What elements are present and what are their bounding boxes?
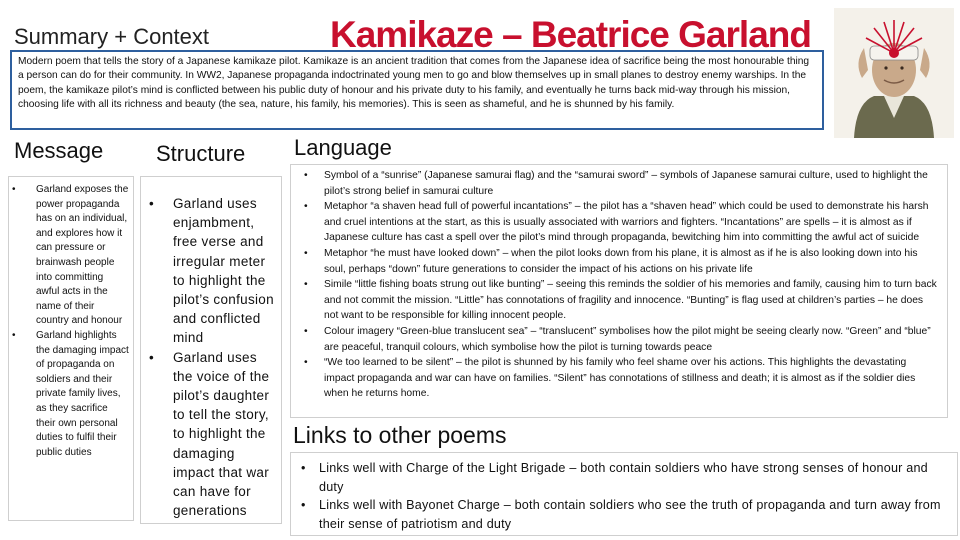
links-list (291, 459, 955, 533)
language-item: • Metaphor “he must have looked down” – when the pilot looks down from his plane, it is almost as if he is also looking down into his soul, perhaps “down” future generations to consider the impact of his actions on his private life (304, 247, 918, 275)
language-item: • Metaphor “a shaven head full of powerful incantations” – the pilot has a “shaven head” which could be used to demonstrate his harsh and cruel intentions at the start, as this is usually associated with warriors and fighters. “Incantations” are spells – it is almost as if Japanese culture has cast a spell over the pilot’s mind through propaganda, bewitching him into committing the awful act of suicide (304, 201, 929, 244)
bullet: • (301, 461, 306, 475)
bullet: • (304, 357, 308, 369)
bullet: • (301, 498, 306, 513)
structure-heading: Structure (156, 141, 246, 166)
bullet: • (304, 325, 308, 337)
message-item: • Garland exposes the power propaganda has on an individual, and explores how it can pressure or brainwash people into committing awful acts in the name of their country and honour (12, 184, 129, 327)
structure-box (140, 176, 282, 524)
language-item: • Symbol of a “sunrise” (Japanese samurai flag) and the “samurai sword” – symbols of Japanese samurai culture, used to highlight the pilot’s strong belief in samurai culture (304, 170, 928, 197)
summary-heading: Summary + Context (14, 24, 210, 49)
bullet: • (304, 247, 308, 259)
language-list (291, 168, 943, 402)
summary-box (10, 50, 824, 130)
links-item: • Links well with Bayonet Charge – both contain soldiers who see the truth of propaganda and turn away from their sense of patriotism and duty (301, 498, 941, 531)
language-item: • “We too learned to be silent” – the pilot is shunned by his family who feel shame over his actions. This highlights the devastating impact propaganda and war can have on families. “Silent” has connotations of stillness and death; it is almost as if the soldier dies when he returns home. (304, 357, 916, 400)
language-item: • Colour imagery “Green-blue translucent sea” – “translucent” symbolises how the pilot might be seeing clearly now. “Green” and “blue” are peaceful, tranquil colours, which symbolise how the pilot is turning towards peace (304, 325, 931, 353)
bullet: • (12, 184, 16, 195)
bullet: • (12, 329, 16, 341)
pilot-photo-icon (834, 8, 954, 138)
structure-list (141, 194, 281, 520)
structure-item: • Garland uses enjambment, free verse and irregular meter to highlight the pilot’s confusion and conflicted mind (149, 196, 274, 346)
page-title: Kamikaze – Beatrice Garland (330, 14, 811, 55)
bullet: • (304, 201, 308, 213)
bullet: • (149, 349, 155, 365)
bullet: • (304, 279, 308, 291)
message-box (8, 176, 134, 521)
structure-item: • Garland uses the voice of the pilot’s daughter to tell the story, to highlight the damaging impact that war can have for generations (149, 349, 270, 519)
links-heading: Links to other poems (293, 422, 507, 448)
links-box (290, 452, 958, 536)
links-item: • Links well with Charge of the Light Brigade – both contain soldiers who have strong senses of honour and duty (301, 461, 928, 494)
message-item: • Garland highlights the damaging impact of propaganda on soldiers and their private family lives, as they sacrifice their own personal duties to fulfil their public duties (12, 329, 129, 458)
language-heading: Language (294, 135, 392, 160)
message-heading: Message (14, 138, 104, 163)
bullet: • (149, 196, 155, 211)
bullet: • (304, 170, 308, 181)
summary-text: Modern poem that tells the story of a Japanese kamikaze pilot. Kamikaze is an ancient tradition that comes from the Japanese idea of sacrifice being the most honourable thing a person can do for their community. In WW2, Japanese propaganda indoctrinated young men to go and blow themselves up in small planes to destroy enemy warships. In the poem, the kamikaze pilot’s mind is conflicted between his public duty of honour and his private duty to his family, and eventually he turns back mid-way through his mission, choosing life with all its richness and beauty (the sea, nature, his family, his memories). This is seen as shameful, and he is shunned by his family. (18, 56, 810, 110)
message-list (9, 183, 133, 460)
language-item: • Simile “little fishing boats strung out like bunting” – seeing this reminds the soldier of his memories and family, causing him to turn back and not commit the mission. “Little” has connotations of fragility and innocence. “Bunting” is flag used at children’s parties – he does not want to be responsible for killing innocent people. (304, 279, 937, 322)
language-box (290, 164, 948, 418)
